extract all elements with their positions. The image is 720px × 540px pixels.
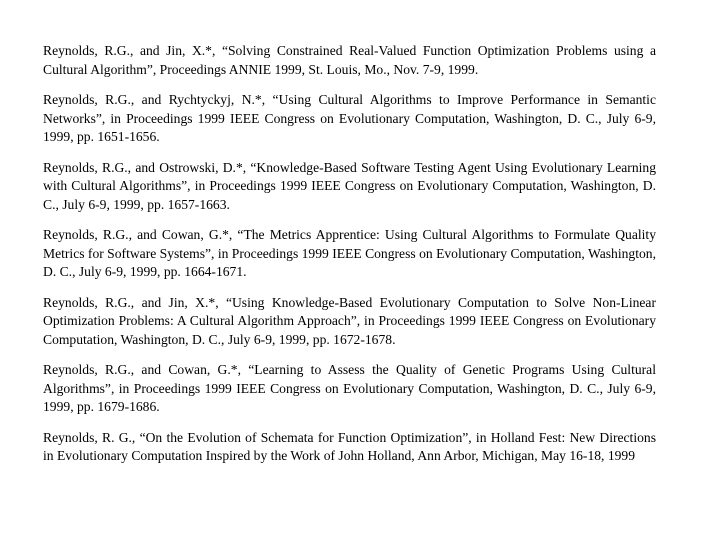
reference-entry: Reynolds, R.G., and Ostrowski, D.*, “Knowledge-Based Software Testing Agent Using Evolutionary Learning with Cultural Algorithms”, in Proceedings 1999 IEEE Congress on Evolutionary Computation, Washington, D. C., July 6-9, 1999, pp. 1657-1663. bbox=[43, 159, 656, 212]
reference-entry: Reynolds, R. G., “On the Evolution of Schemata for Function Optimization”, in Holland Fest: New Directions in Evolutionary Computation Inspired by the Work of John Holland, Ann Arbor, Michigan, May 16-18, 1999 bbox=[43, 429, 656, 463]
reference-entry: Reynolds, R.G., and Cowan, G.*, “The Metrics Apprentice: Using Cultural Algorithms to Formulate Quality Metrics for Software Systems”, in Proceedings 1999 IEEE Congress on Evolutionary Computation, Washington, D. C., July 6-9, 1999, pp. 1664-1671. bbox=[43, 227, 656, 279]
reference-entry: Reynolds, R.G., and Jin, X.*, “Using Knowledge-Based Evolutionary Computation to Solve Non-Linear Optimization Problems: A Cultural Algorithm Approach”, in Proceedings 1999 IEEE Congress on Evolutionary Computation, Washington, D. C., July 6-9, 1999, pp. 1672-1678. bbox=[43, 294, 656, 347]
reference-entry: Reynolds, R.G., and Rychtyckyj, N.*, “Using Cultural Algorithms to Improve Performance in Semantic Networks”, in Proceedings 1999 IEEE Congress on Evolutionary Computation, Washington, D. C., July 6-9, 1999, pp. 1651-1656. bbox=[43, 92, 656, 144]
reference-list bbox=[43, 42, 656, 478]
reference-entry: Reynolds, R.G., and Cowan, G.*, “Learning to Assess the Quality of Genetic Programs Using Cultural Algorithms”, in Proceedings 1999 IEEE Congress on Evolutionary Computation, Washington, D. C., July 6-9, 1999, pp. 1679-1686. bbox=[43, 362, 656, 414]
reference-entry: Reynolds, R.G., and Jin, X.*, “Solving Constrained Real-Valued Function Optimization Problems using a Cultural Algorithm”, Proceedings ANNIE 1999, St. Louis, Mo., Nov. 7-9, 1999. bbox=[43, 43, 656, 77]
